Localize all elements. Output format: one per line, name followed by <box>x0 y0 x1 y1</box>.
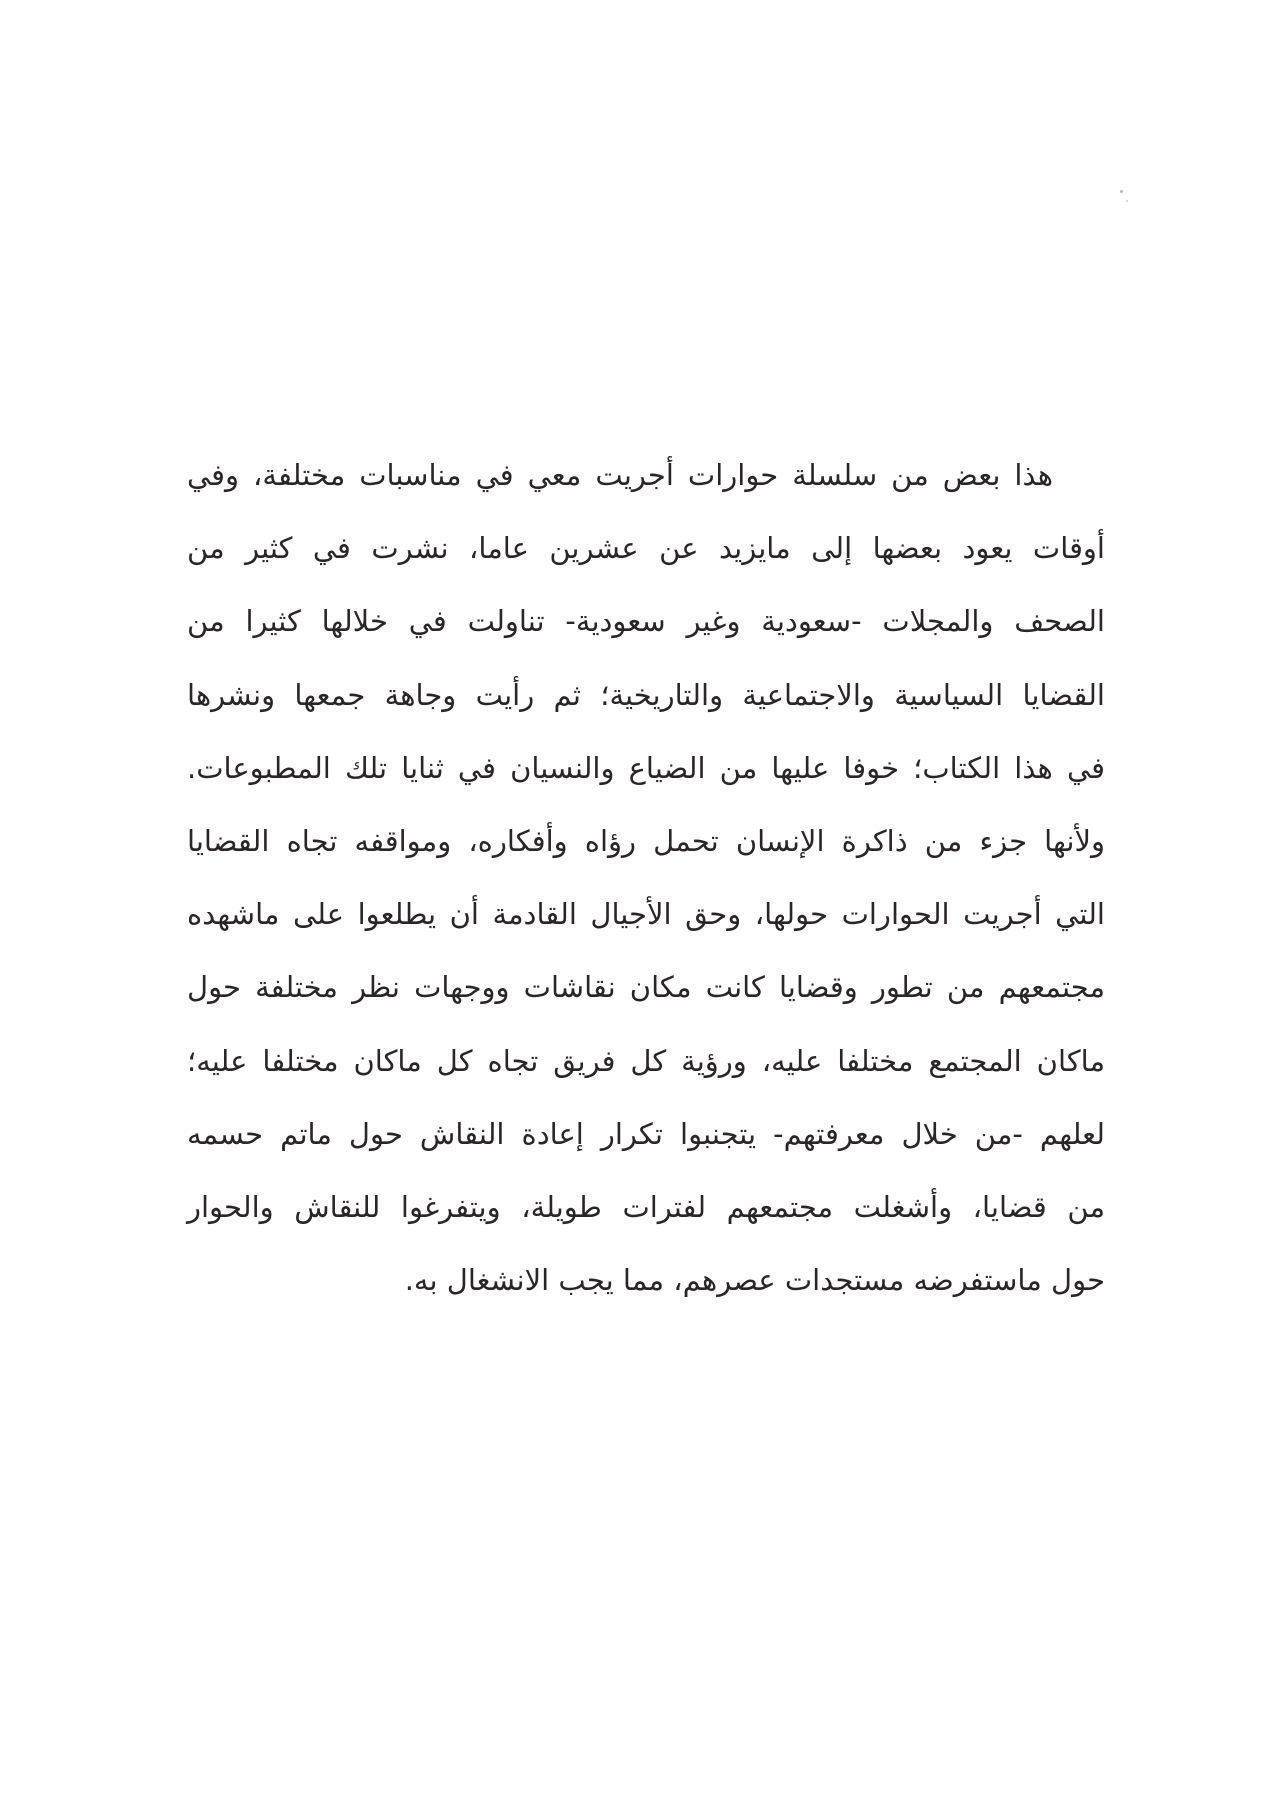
scan-speck <box>1126 200 1128 202</box>
paragraph-line: حول ماستفرضه مستجدات عصرهم، مما يجب الانشغال به. <box>404 1263 1105 1298</box>
paragraph-line: الصحف والمجلات -سعودية وغير سعودية- تناولت في خلالها كثيرا من <box>187 604 1105 639</box>
paragraph-line: في هذا الكتاب؛ خوفا عليها من الضياع والنسيان في ثنايا تلك المطبوعات. <box>187 750 1105 785</box>
paragraph-line: أوقات يعود بعضها إلى مايزيد عن عشرين عاما، نشرت في كثير من <box>187 531 1105 566</box>
paragraph-line: لعلهم -من خلال معرفتهم- يتجنبوا تكرار إعادة النقاش حول ماتم حسمه <box>187 1116 1105 1151</box>
paragraph-line: هذا بعض من سلسلة حوارات أجريت معي في مناسبات مختلفة، وفي <box>187 458 1053 492</box>
paragraph-line: التي أجريت الحوارات حولها، وحق الأجيال القادمة أن يطلعوا على ماشهده <box>187 897 1105 932</box>
paragraph-line: مجتمعهم من تطور وقضايا كانت مكان نقاشات ووجهات نظر مختلفة حول <box>187 970 1105 1005</box>
paragraph-line: ماكان المجتمع مختلفا عليه، ورؤية كل فريق تجاه كل ماكان مختلفا عليه؛ <box>187 1043 1105 1078</box>
paragraph-line: ولأنها جزء من ذاكرة الإنسان تحمل رؤاه وأفكاره، ومواقفه تجاه القضايا <box>187 823 1105 858</box>
paragraph-line: القضايا السياسية والاجتماعية والتاريخية؛ ثم رأيت وجاهة جمعها ونشرها <box>187 677 1105 712</box>
paragraph-line: من قضايا، وأشغلت مجتمعهم لفترات طويلة، ويتفرغوا للنقاش والحوار <box>187 1189 1105 1224</box>
scan-speck <box>1120 190 1123 193</box>
body-paragraph <box>187 450 1105 1328</box>
